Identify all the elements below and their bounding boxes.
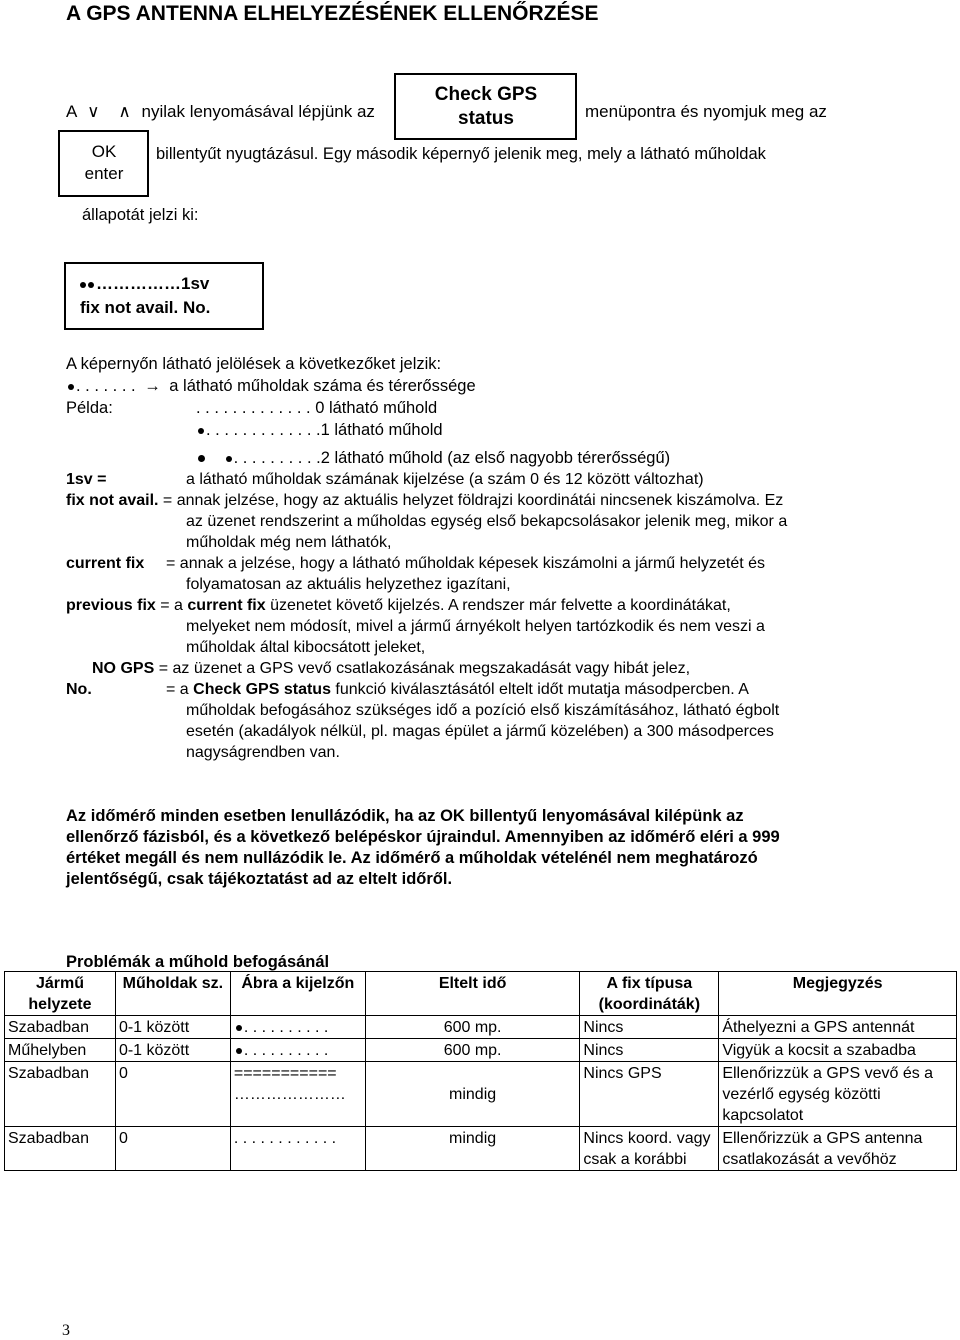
example-1-text: . . . . . . . . . . . . .1 látható műhold: [206, 421, 443, 439]
no-check-gps-status: Check GPS status: [193, 681, 331, 698]
check-gps-status-label: Check GPS status: [434, 84, 538, 129]
table-row: [5, 1062, 957, 1127]
page-number: 3: [62, 1322, 70, 1339]
previous-eq: = a: [160, 597, 183, 614]
table-cell: Ellenőrizzük a GPS antenna csatlakozását a vevőhöz: [719, 1127, 957, 1171]
timer-note-line: jelentőségű, csak tájékoztatást ad az eltelt időről.: [66, 870, 453, 888]
table-header-cell: Jármű helyzete: [5, 972, 116, 1016]
display-dots: . . . . . . . . . .: [243, 1042, 329, 1059]
table-header-row: [5, 972, 957, 1016]
table-cell: Vigyük a kocsit a szabadba: [719, 1039, 957, 1062]
up-arrow-icon: ∧: [118, 102, 131, 121]
legend-dots-line: [66, 377, 476, 396]
no-text: funkció kiválasztásától eltelt időt mutatja másodpercben. A: [335, 681, 749, 698]
fix-text: = annak jelzése, hogy az aktuális helyzet földrajzi koordinátái nincsenek kiszámolva. Ez: [162, 492, 784, 509]
ok-enter-button[interactable]: [58, 130, 149, 197]
table-row: [5, 1039, 957, 1062]
intro-line-1: [66, 102, 375, 122]
table-cell: Ellenőrizzük a GPS vevő és a vezérlő egység közötti kapcsolatot: [719, 1062, 957, 1127]
problems-heading: Problémák a műhold befogásánál: [66, 953, 330, 971]
example-label: Példa:: [66, 399, 113, 417]
fix-cont-2: műholdak még nem láthatók,: [186, 534, 392, 551]
screen-line-1: [80, 274, 209, 294]
nogps-line: [92, 660, 690, 678]
signal-dot-icon: [226, 456, 232, 462]
table-cell: mindig: [365, 1062, 580, 1127]
table-cell: Áthelyezni a GPS antennát: [719, 1016, 957, 1039]
sv-text: a látható műholdak számának kijelzése (a szám 0 és 12 között változhat): [186, 471, 704, 488]
table-row: [5, 1016, 957, 1039]
timer-note: [66, 806, 780, 890]
fix-line: [66, 492, 783, 510]
fix-cont-1: az üzenet rendszerint a műholdas egység első bekapcsolásakor jelenik meg, mikor a: [186, 513, 788, 530]
no-cont-3: nagyságrendben van.: [186, 744, 340, 761]
table-cell: Nincs: [580, 1039, 719, 1062]
problems-table: [4, 971, 957, 1171]
current-term: current fix: [66, 555, 145, 572]
right-arrow-icon: →: [144, 377, 161, 395]
example-1: [196, 421, 443, 440]
signal-dot-icon: [68, 384, 74, 390]
previous-cont-1: melyeket nem módosít, mivel a jármű árnyékolt helyen tartózkodik és nem veszi a: [186, 618, 765, 635]
screen-line-2: fix not avail. No.: [80, 298, 211, 317]
down-arrow-icon: ∨: [87, 102, 100, 121]
table-cell: 600 mp.: [365, 1016, 580, 1039]
table-header-cell: Ábra a kijelzőn: [230, 972, 365, 1016]
no-line: [166, 681, 749, 699]
signal-dot-icon: [198, 428, 204, 434]
display-dots: . . . . . . . . . .: [243, 1019, 329, 1036]
table-cell: Nincs GPS: [580, 1062, 719, 1127]
legend-heading: A képernyőn látható jelölések a következőket jelzik:: [66, 355, 442, 373]
no-cont-1: műholdak befogásához szükséges idő a pozíció első kiszámításához, látható égbolt: [186, 702, 780, 719]
table-row: [5, 1127, 957, 1171]
nogps-term: NO GPS: [92, 660, 155, 677]
sv-term: 1sv =: [66, 471, 107, 488]
table-header-cell: Megjegyzés: [719, 972, 957, 1016]
table-cell: 0: [115, 1062, 230, 1127]
table-cell: 0-1 között: [115, 1016, 230, 1039]
previous-line: [66, 597, 731, 615]
table-header-cell: Műholdak sz.: [115, 972, 230, 1016]
ok-enter-label: OK enter: [84, 142, 124, 183]
example-2: [196, 449, 670, 468]
current-text: = annak a jelzése, hogy a látható műholdak képesek kiszámolni a jármű helyzetét és: [166, 555, 766, 572]
check-gps-status-button[interactable]: [394, 73, 577, 140]
no-eq: = a: [166, 681, 189, 698]
table-cell: [230, 1016, 365, 1039]
page-title: A GPS ANTENNA ELHELYEZÉSÉNEK ELLENŐRZÉSE: [66, 2, 599, 25]
timer-note-line: Az időmérő minden esetben lenullázódik, ha az OK billentyű lenyomásával kilépünk az: [66, 807, 744, 825]
no-cont-2: esetén (akadályok nélkül, pl. magas épület a jármű közelében) a 300 másodperces: [186, 723, 774, 740]
intro-line-2: billentyűt nyugtázásul. Egy második képernyő jelenik meg, mely a látható műholdak: [156, 145, 766, 163]
intro-line-3: állapotát jelzi ki:: [82, 206, 199, 224]
example-0: . . . . . . . . . . . . . 0 látható műhold: [196, 399, 438, 417]
table-cell: Műhelyben: [5, 1039, 116, 1062]
signal-dot-icon: [236, 1048, 242, 1054]
table-cell: Szabadban: [5, 1127, 116, 1171]
intro-text-b: nyilak lenyomásával lépjünk az: [141, 102, 375, 121]
table-cell: [230, 1039, 365, 1062]
signal-dot-icon: [198, 455, 205, 462]
table-cell: mindig: [365, 1127, 580, 1171]
previous-cont-2: műholdak által kibocsátott jeleket,: [186, 639, 426, 656]
table-cell: . . . . . . . . . . . .: [230, 1127, 365, 1171]
intro-text-c: menüpontra és nyomjuk meg az: [585, 102, 827, 121]
table-cell: 0-1 között: [115, 1039, 230, 1062]
timer-note-line: értéket megáll és nem nullázódik le. Az időmérő a műholdak vételénél nem meghatározó: [66, 849, 758, 867]
table-cell: Nincs: [580, 1016, 719, 1039]
current-cont: folyamatosan az aktuális helyzethez igazítani,: [186, 576, 511, 593]
nogps-text: = az üzenet a GPS vevő csatlakozásának megszakadását vagy hibát jelez,: [158, 660, 691, 677]
previous-term: previous fix: [66, 597, 156, 614]
table-cell: =========== …………………: [230, 1062, 365, 1127]
previous-current-fix: current fix: [187, 597, 266, 614]
screen-line-1-text: ……………1sv: [96, 274, 210, 293]
table-header-cell: A fix típusa (koordináták): [580, 972, 719, 1016]
fix-term: fix not avail.: [66, 492, 159, 509]
legend-dots: . . . . . . .: [76, 377, 136, 395]
signal-dot-icon: [236, 1025, 242, 1031]
table-cell: 600 mp.: [365, 1039, 580, 1062]
intro-text-a: A: [66, 102, 77, 121]
previous-text: üzenetet követő kijelzés. A rendszer már felvette a koordinátákat,: [270, 597, 731, 614]
example-2-text: . . . . . . . . . .2 látható műhold (az első nagyobb térerősségű): [233, 449, 671, 467]
signal-dot-icon: [88, 282, 94, 288]
table-cell: Szabadban: [5, 1062, 116, 1127]
legend-dots-meaning: a látható műholdak száma és térerőssége: [169, 377, 476, 395]
table-cell: Nincs koord. vagy csak a korábbi: [580, 1127, 719, 1171]
signal-dot-icon: [80, 282, 86, 288]
table-cell: 0: [115, 1127, 230, 1171]
gps-screen-display: [64, 262, 264, 330]
table-header-cell: Eltelt idő: [365, 972, 580, 1016]
table-cell: Szabadban: [5, 1016, 116, 1039]
timer-note-line: ellenőrző fázisból, és a következő belépéskor újraindul. Amennyiben az időmérő eléri a 999: [66, 828, 780, 846]
no-term: No.: [66, 681, 92, 698]
